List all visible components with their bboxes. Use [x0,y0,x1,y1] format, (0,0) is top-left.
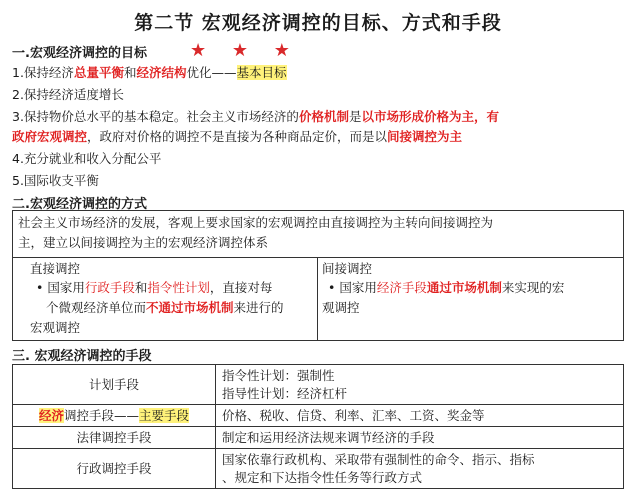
table-row [13,365,624,405]
section1-header: 一.宏观经济调控的目标 [12,46,147,61]
means-desc: 制定和运用经济法规来调节经济的手段 [216,427,624,449]
direct-control-line3: 宏观调控 [30,320,81,335]
table-row [13,449,624,489]
goal-item-1: 1.保持经济总量平衡和经济结构优化——基本目标 [12,65,287,80]
goal-item-3-line2: 政府宏观调控，政府对价格的调控不是直接为各种商品定价，而是以间接调控为主 [12,129,463,144]
means-name: 行政调控手段 [13,449,216,489]
indirect-control-line2: 观调控 [322,300,360,315]
table-row [13,405,624,427]
means-desc: 指令性计划：强制性 指导性计划：经济杠杆 [216,365,624,405]
goal-item-5: 5.国际收支平衡 [12,173,99,188]
means-name: 计划手段 [13,365,216,405]
section2-header: 二.宏观经济调控的方式 [12,197,147,212]
direct-control-title: 直接调控 [30,261,81,276]
direct-control-line2: 个微观经济单位而不通过市场机制来进行的 [46,300,284,315]
page-title: 第二节 宏观经济调控的目标、方式和手段 [134,12,502,34]
indirect-control-line1: • 国家用经济手段通过市场机制来实现的宏 [328,280,565,295]
direct-control-line1: • 国家用行政手段和指令性计划，直接对每 [36,280,273,295]
means-desc: 国家依靠行政机构、采取带有强制性的命令、指示、指标 、规定和下达指令性任务等行政方式 [216,449,624,489]
goal-item-2: 2.保持经济适度增长 [12,87,124,102]
means-desc: 价格、税收、信贷、利率、汇率、工资、奖金等 [216,405,624,427]
indirect-control-title: 间接调控 [322,261,373,276]
means-name: 法律调控手段 [13,427,216,449]
section3-header: 三. 宏观经济调控的手段 [12,349,152,364]
means-table [12,364,624,489]
method-intro-line1: 社会主义市场经济的发展，客观上要求国家的宏观调控由直接调控为主转向间接调控为 [18,215,494,230]
means-name: 经济调控手段——主要手段 [13,405,216,427]
importance-stars: ★ ★ ★ [190,40,300,61]
goal-item-3-line1: 3.保持物价总水平的基本稳定。社会主义市场经济的价格机制是以市场形成价格为主，有 [12,109,499,124]
method-intro-line2: 主，建立以间接调控为主的宏观经济调控体系 [18,235,269,250]
table-row [13,427,624,449]
goal-item-4: 4.充分就业和收入分配公平 [12,151,162,166]
